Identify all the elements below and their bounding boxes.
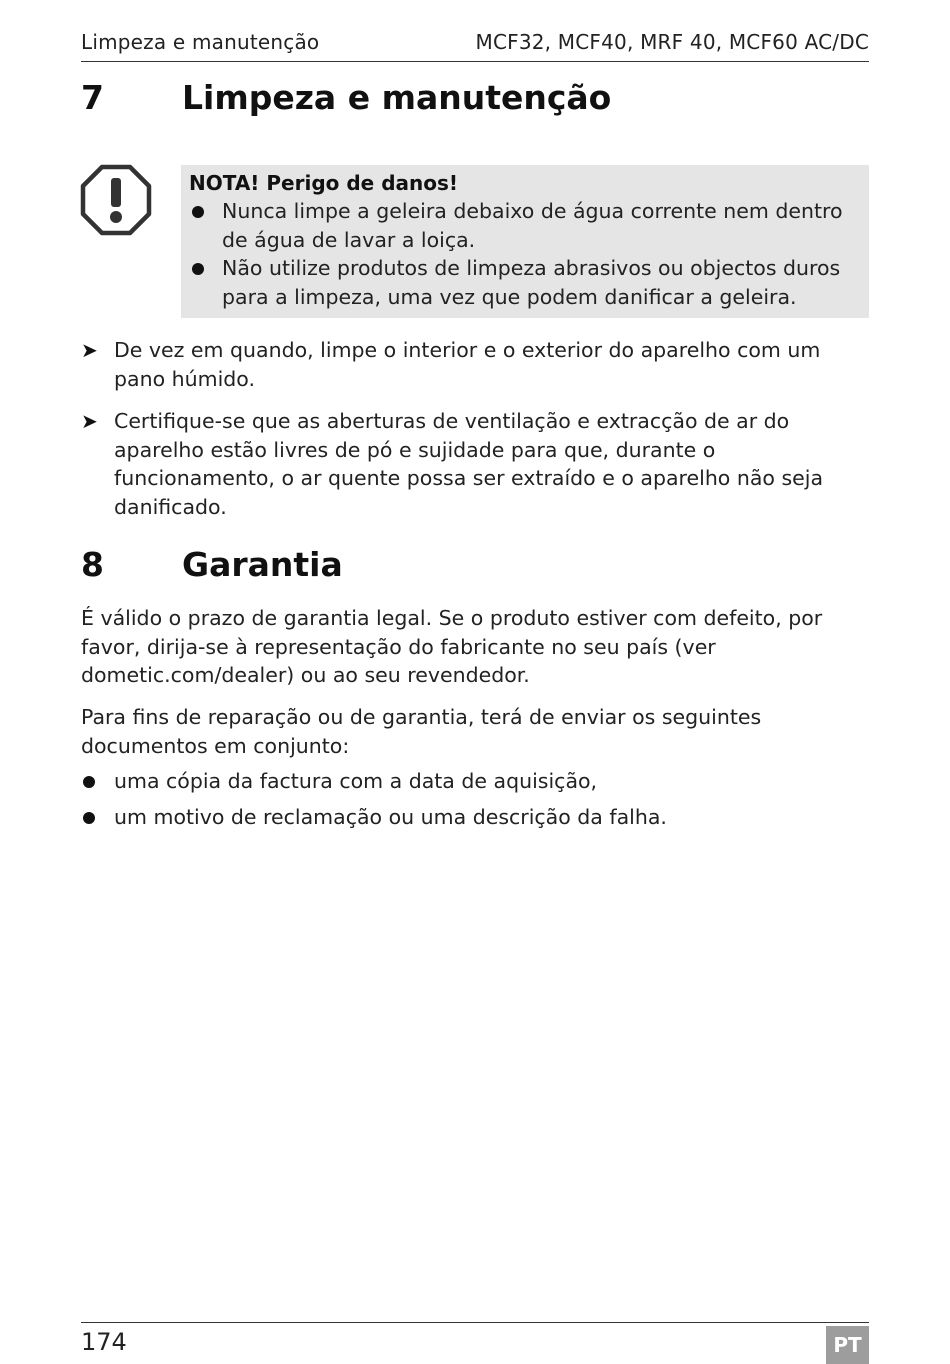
list-item-text: um motivo de reclamação ou uma descrição da falha.	[114, 804, 667, 829]
footer-divider	[81, 1322, 869, 1323]
bullet-dot-icon	[83, 812, 95, 824]
notice-item-text: Nunca limpe a geleira debaixo de água corrente nem dentro de água de lavar a loiça.	[222, 199, 843, 252]
section-8-title: Garantia	[182, 545, 343, 584]
list-item-text: uma cópia da factura com a data de aquisição,	[114, 769, 598, 793]
section-7-heading	[81, 78, 611, 117]
running-header	[81, 30, 869, 62]
page-number: 174	[81, 1328, 127, 1356]
notice-title: NOTA! Perigo de danos!	[189, 171, 459, 195]
section-8-heading	[81, 545, 343, 584]
bullet-dot-icon	[192, 263, 204, 275]
running-header-chapter: Limpeza e manutenção	[81, 30, 320, 54]
notice-box	[181, 165, 869, 318]
notice-item	[189, 254, 861, 311]
warranty-paragraph: É válido o prazo de garantia legal. Se o produto estiver com defeito, por favor, dirija-se à representação do fabricante no seu país (ver dometic.com/dealer) ou ao seu revendedor.	[81, 606, 823, 687]
language-badge: PT	[826, 1326, 869, 1364]
cleaning-steps	[81, 336, 871, 535]
section-7-title: Limpeza e manutenção	[182, 78, 612, 117]
running-header-models: MCF32, MCF40, MRF 40, MCF60 AC/DC	[475, 30, 869, 54]
step-text: De vez em quando, limpe o interior e o exterior do aparelho com um pano húmido.	[114, 338, 821, 391]
bullet-dot-icon	[192, 206, 204, 218]
step-text: Certifique-se que as aberturas de ventilação e extracção de ar do aparelho estão livres de pó e sujidade para que, durante o funcionamento, o ar quente possa ser extraído e o aparelho não seja danificado.	[114, 409, 824, 519]
list-item	[81, 767, 871, 796]
warranty-documents-paragraph: Para fins de reparação ou de garantia, terá de enviar os seguintes documentos em conjunto:	[81, 705, 762, 758]
warranty-documents-list	[81, 767, 871, 838]
step-arrow-icon: ➤	[81, 409, 98, 433]
step-arrow-icon: ➤	[81, 338, 98, 362]
list-item	[81, 803, 871, 832]
notice-item-text: Não utilize produtos de limpeza abrasivos ou objectos duros para a limpeza, uma vez que podem danificar a geleira.	[222, 256, 841, 309]
instruction-step	[81, 407, 871, 521]
bullet-dot-icon	[83, 776, 95, 788]
section-7-number: 7	[81, 78, 104, 117]
notice-list	[189, 197, 861, 311]
instruction-step	[81, 336, 871, 393]
warning-exclamation-icon	[80, 164, 152, 236]
notice-item	[189, 197, 861, 254]
section-8-number: 8	[81, 545, 104, 584]
